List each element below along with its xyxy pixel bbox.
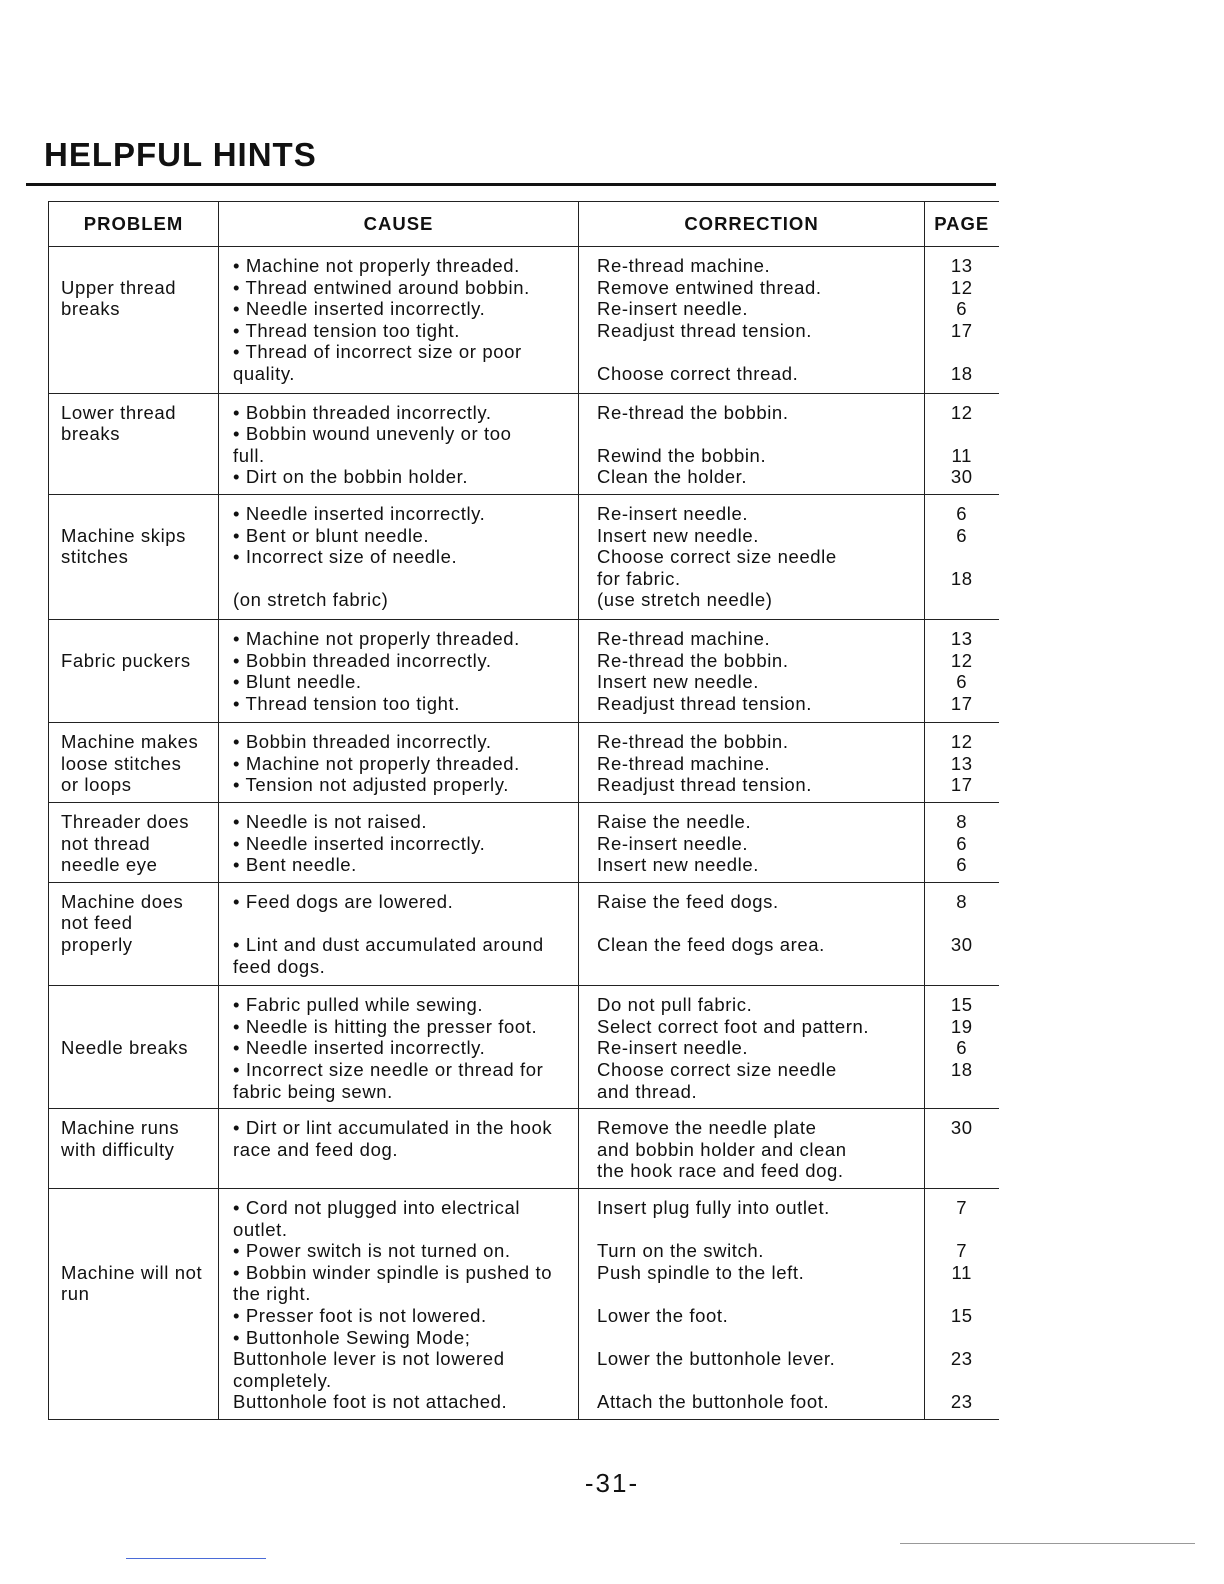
problem-line [61, 1370, 212, 1392]
page-line [925, 1370, 999, 1392]
cause-line: • Power switch is not turned on. [233, 1240, 511, 1262]
correction-line: Raise the needle. [597, 811, 752, 833]
correction-line: and bobbin holder and clean [597, 1138, 847, 1160]
page-line: 15 [950, 1304, 973, 1326]
page-line: 18 [950, 1059, 973, 1080]
problem-line [61, 1305, 212, 1327]
cause-line: fabric being sewn. [233, 1080, 393, 1102]
correction-line: Choose correct thread. [597, 362, 799, 384]
problem-line [61, 1016, 212, 1038]
correction-line: Remove the needle plate [597, 1117, 817, 1139]
cause-cell [219, 1109, 579, 1189]
problem-line: needle eye [61, 854, 158, 876]
page-line: 30 [950, 1117, 973, 1139]
problem-line [61, 466, 212, 488]
cause-line: • Machine not properly threaded. [233, 752, 520, 774]
correction-line: for fabric. [597, 567, 681, 589]
problem-line: stitches [61, 546, 129, 568]
scan-artifact-line [900, 1543, 1195, 1544]
correction-line [597, 1370, 918, 1392]
cause-cell [219, 723, 579, 803]
table-row [49, 723, 999, 803]
page-number: -31- [584, 1468, 640, 1498]
correction-line: Insert plug fully into outlet. [597, 1196, 830, 1218]
cause-cell [219, 393, 579, 494]
page-line: 18 [950, 362, 973, 384]
page-line: 11 [951, 1261, 972, 1283]
page-line: 13 [950, 255, 973, 276]
page-cell [925, 986, 999, 1109]
title-rule [26, 183, 996, 186]
page-line: 17 [950, 319, 973, 341]
page-line: 6 [956, 298, 968, 320]
correction-line: Choose correct size needle [597, 546, 837, 568]
page-line: 6 [956, 524, 968, 546]
correction-cell [579, 1109, 925, 1189]
problem-line [61, 589, 212, 611]
cause-line: full. [233, 444, 265, 466]
correction-line: and thread. [597, 1080, 698, 1102]
problem-line [61, 994, 212, 1016]
problem-cell [49, 1109, 219, 1189]
page-line: 6 [956, 671, 968, 693]
correction-line [597, 1219, 918, 1241]
problem-line [61, 956, 212, 978]
correction-line: Remove entwined thread. [597, 276, 822, 298]
page-line [925, 956, 999, 978]
cause-line: • Needle is hitting the presser foot. [233, 1015, 538, 1037]
problem-line: Machine does [61, 890, 184, 912]
correction-line: Lower the buttonhole lever. [597, 1348, 836, 1370]
cause-line: • Cord not plugged into electrical [233, 1196, 521, 1218]
correction-cell [579, 723, 925, 803]
header-cause: CAUSE [219, 202, 579, 247]
table-row [49, 1188, 999, 1419]
page-line: 30 [950, 934, 973, 956]
cause-line: Buttonhole foot is not attached. [233, 1391, 508, 1413]
page-line [925, 546, 999, 568]
correction-line: Clean the holder. [597, 466, 748, 488]
cause-line: • Incorrect size of needle. [233, 546, 458, 568]
page-line [925, 589, 999, 611]
correction-line: Select correct foot and pattern. [597, 1015, 870, 1037]
problem-line: Threader does [61, 811, 190, 833]
problem-line [61, 1081, 212, 1103]
table-body [49, 247, 999, 1420]
table-row [49, 393, 999, 494]
page-line [925, 1283, 999, 1305]
problem-line [61, 1391, 212, 1413]
problem-line: or loops [61, 774, 132, 796]
correction-line [597, 1327, 918, 1349]
page-cell [925, 803, 999, 883]
problem-line [61, 1059, 212, 1081]
correction-line [597, 1283, 918, 1305]
correction-line: Choose correct size needle [597, 1059, 837, 1080]
problem-cell [49, 1188, 219, 1419]
correction-line: Attach the buttonhole foot. [597, 1391, 830, 1413]
cause-line: • Needle inserted incorrectly. [233, 298, 486, 320]
page-line [925, 341, 999, 363]
table-row [49, 986, 999, 1109]
correction-line: Readjust thread tension. [597, 692, 812, 714]
page-line: 8 [956, 890, 968, 912]
page-line: 18 [950, 567, 973, 589]
table-row [49, 1109, 999, 1189]
problem-line: breaks [61, 423, 121, 445]
correction-line: Lower the foot. [597, 1304, 729, 1326]
page-line [925, 1081, 999, 1103]
cause-line: • Needle inserted incorrectly. [233, 1037, 486, 1059]
correction-line: Re-insert needle. [597, 832, 749, 854]
cause-line: outlet. [233, 1218, 288, 1240]
cause-line: • Dirt on the bobbin holder. [233, 466, 469, 488]
problem-line: breaks [61, 298, 121, 320]
correction-line: Readjust thread tension. [597, 319, 812, 341]
cause-line: • Bobbin threaded incorrectly. [233, 649, 492, 671]
page-line [925, 423, 999, 445]
correction-line: Re-insert needle. [597, 502, 749, 524]
correction-line [597, 912, 918, 934]
cause-line: • Machine not properly threaded. [233, 627, 520, 649]
page-line: 17 [950, 774, 973, 796]
page-line: 8 [956, 811, 968, 833]
problem-line: not thread [61, 832, 151, 854]
cause-line: • Tension not adjusted properly. [233, 774, 509, 796]
page-line: 6 [956, 832, 968, 854]
problem-line: Upper thread [61, 276, 177, 298]
table-row [49, 803, 999, 883]
problem-line: Machine skips [61, 524, 187, 546]
correction-cell [579, 247, 925, 394]
problem-line: Needle breaks [61, 1037, 189, 1059]
problem-line [61, 1219, 212, 1241]
page-cell [925, 1188, 999, 1419]
page-line [925, 1327, 999, 1349]
problem-line [61, 341, 212, 363]
cause-line: • Bobbin winder spindle is pushed to [233, 1261, 553, 1283]
correction-line [597, 341, 918, 363]
problem-cell [49, 882, 219, 985]
problem-line [61, 568, 212, 590]
cause-line: feed dogs. [233, 955, 326, 977]
problem-line: loose stitches [61, 752, 182, 774]
cause-line: • Dirt or lint accumulated in the hook [233, 1117, 553, 1139]
problem-cell [49, 986, 219, 1109]
correction-cell [579, 986, 925, 1109]
page-line: 12 [950, 649, 973, 671]
correction-line: Raise the feed dogs. [597, 890, 779, 912]
table-row [49, 619, 999, 722]
correction-line [597, 423, 918, 445]
cause-line: • Buttonhole Sewing Mode; [233, 1326, 471, 1348]
page-line: 19 [950, 1015, 973, 1037]
problem-line [61, 693, 212, 715]
page-line: 23 [950, 1391, 973, 1413]
page-cell [925, 619, 999, 722]
cause-cell [219, 986, 579, 1109]
header-correction: CORRECTION [579, 202, 925, 247]
problem-line: Fabric puckers [61, 649, 191, 671]
cause-line: • Thread tension too tight. [233, 319, 460, 341]
page-line: 17 [950, 692, 973, 714]
problem-line [61, 628, 212, 650]
cause-line [233, 912, 574, 934]
cause-line [233, 568, 574, 590]
problem-cell [49, 723, 219, 803]
correction-line: Re-thread machine. [597, 255, 771, 276]
page-cell [925, 494, 999, 619]
header-row [49, 202, 999, 247]
cause-line: • Bent or blunt needle. [233, 524, 430, 546]
correction-line: Turn on the switch. [597, 1240, 765, 1262]
correction-line: (use stretch needle) [597, 589, 773, 611]
cause-line: • Thread of incorrect size or poor [233, 341, 522, 363]
cause-cell [219, 619, 579, 722]
page-line [925, 1219, 999, 1241]
cause-line: • Incorrect size needle or thread for [233, 1059, 544, 1080]
problem-cell [49, 619, 219, 722]
scan-artifact-line [126, 1558, 266, 1559]
problem-cell [49, 247, 219, 394]
correction-line: Re-thread the bobbin. [597, 649, 789, 671]
page-line: 6 [956, 1037, 968, 1059]
page-cell [925, 723, 999, 803]
page-line: 7 [956, 1196, 968, 1218]
page-line: 12 [950, 401, 973, 423]
correction-line [597, 956, 918, 978]
correction-line: Do not pull fabric. [597, 994, 753, 1016]
problem-line [61, 1348, 212, 1370]
problem-cell [49, 393, 219, 494]
page-line: 7 [956, 1240, 968, 1262]
cause-cell [219, 247, 579, 394]
correction-cell [579, 803, 925, 883]
cause-line: completely. [233, 1369, 332, 1391]
page-line: 6 [956, 854, 968, 876]
cause-line [233, 1160, 574, 1182]
correction-line: Re-insert needle. [597, 1037, 749, 1059]
header-problem: PROBLEM [49, 202, 219, 247]
hints-table [48, 201, 999, 1420]
page-line [925, 1139, 999, 1161]
page-line: 12 [950, 731, 973, 753]
problem-cell [49, 494, 219, 619]
cause-line: • Needle is not raised. [233, 811, 428, 833]
cause-line: (on stretch fabric) [233, 589, 389, 611]
page-cell [925, 882, 999, 985]
page-cell [925, 393, 999, 494]
cause-line: • Feed dogs are lowered. [233, 890, 454, 912]
problem-line [61, 255, 212, 277]
page-line: 6 [956, 502, 968, 524]
cause-line: • Needle inserted incorrectly. [233, 502, 486, 524]
problem-line [61, 1197, 212, 1219]
cause-line: quality. [233, 362, 296, 384]
header-page: PAGE [925, 202, 999, 247]
cause-line: • Bobbin threaded incorrectly. [233, 731, 492, 753]
problem-line [61, 1240, 212, 1262]
problem-line [61, 363, 212, 385]
problem-line: run [61, 1283, 90, 1305]
page-cell [925, 247, 999, 394]
correction-line: Re-thread machine. [597, 752, 771, 774]
table-row [49, 247, 999, 394]
problem-line: not feed [61, 912, 133, 934]
page-line: 12 [950, 276, 973, 298]
cause-cell [219, 1188, 579, 1419]
page-line [925, 1160, 999, 1182]
problem-line: Machine makes [61, 731, 199, 753]
cause-line: • Thread tension too tight. [233, 692, 460, 714]
correction-line: Re-thread the bobbin. [597, 731, 789, 753]
problem-line: with difficulty [61, 1138, 175, 1160]
problem-line [61, 1160, 212, 1182]
page-line: 23 [950, 1348, 973, 1370]
correction-cell [579, 619, 925, 722]
correction-line: the hook race and feed dog. [597, 1160, 844, 1182]
page-line [925, 912, 999, 934]
correction-line: Re-thread the bobbin. [597, 401, 789, 423]
problem-line: Machine runs [61, 1117, 180, 1139]
problem-line [61, 503, 212, 525]
page-line: 11 [951, 444, 972, 466]
page-line: 13 [950, 627, 973, 649]
cause-line: • Bent needle. [233, 854, 357, 876]
correction-line: Re-insert needle. [597, 298, 749, 320]
page-line: 30 [950, 466, 973, 488]
table-row [49, 494, 999, 619]
cause-line: • Thread entwined around bobbin. [233, 276, 530, 298]
problem-line [61, 320, 212, 342]
problem-line [61, 1327, 212, 1349]
cause-line: • Machine not properly threaded. [233, 255, 520, 276]
correction-cell [579, 393, 925, 494]
problem-line [61, 671, 212, 693]
cause-cell [219, 494, 579, 619]
correction-line: Insert new needle. [597, 524, 759, 546]
page-cell [925, 1109, 999, 1189]
correction-line: Push spindle to the left. [597, 1261, 805, 1283]
cause-cell [219, 803, 579, 883]
correction-line: Insert new needle. [597, 854, 759, 876]
cause-cell [219, 882, 579, 985]
correction-line: Re-thread machine. [597, 627, 771, 649]
problem-line [61, 445, 212, 467]
correction-line: Readjust thread tension. [597, 774, 812, 796]
cause-line: the right. [233, 1283, 311, 1305]
cause-line: Buttonhole lever is not lowered [233, 1348, 505, 1370]
correction-cell [579, 1188, 925, 1419]
correction-cell [579, 494, 925, 619]
problem-line: properly [61, 934, 133, 956]
page-line: 13 [950, 752, 973, 774]
correction-line: Rewind the bobbin. [597, 444, 767, 466]
page-title: HELPFUL HINTS [44, 136, 317, 173]
cause-line: • Bobbin wound unevenly or too [233, 423, 512, 445]
problem-line: Lower thread [61, 401, 177, 423]
problem-cell [49, 803, 219, 883]
page-line: 15 [950, 994, 973, 1016]
correction-cell [579, 882, 925, 985]
cause-line: • Fabric pulled while sewing. [233, 994, 484, 1016]
cause-line: • Needle inserted incorrectly. [233, 832, 486, 854]
cause-line: • Lint and dust accumulated around [233, 934, 544, 956]
cause-line: • Presser foot is not lowered. [233, 1304, 487, 1326]
correction-line: Insert new needle. [597, 671, 759, 693]
table-row [49, 882, 999, 985]
cause-line: • Blunt needle. [233, 671, 362, 693]
correction-line: Clean the feed dogs area. [597, 934, 825, 956]
problem-line: Machine will not [61, 1261, 203, 1283]
cause-line: race and feed dog. [233, 1138, 399, 1160]
cause-line: • Bobbin threaded incorrectly. [233, 401, 492, 423]
